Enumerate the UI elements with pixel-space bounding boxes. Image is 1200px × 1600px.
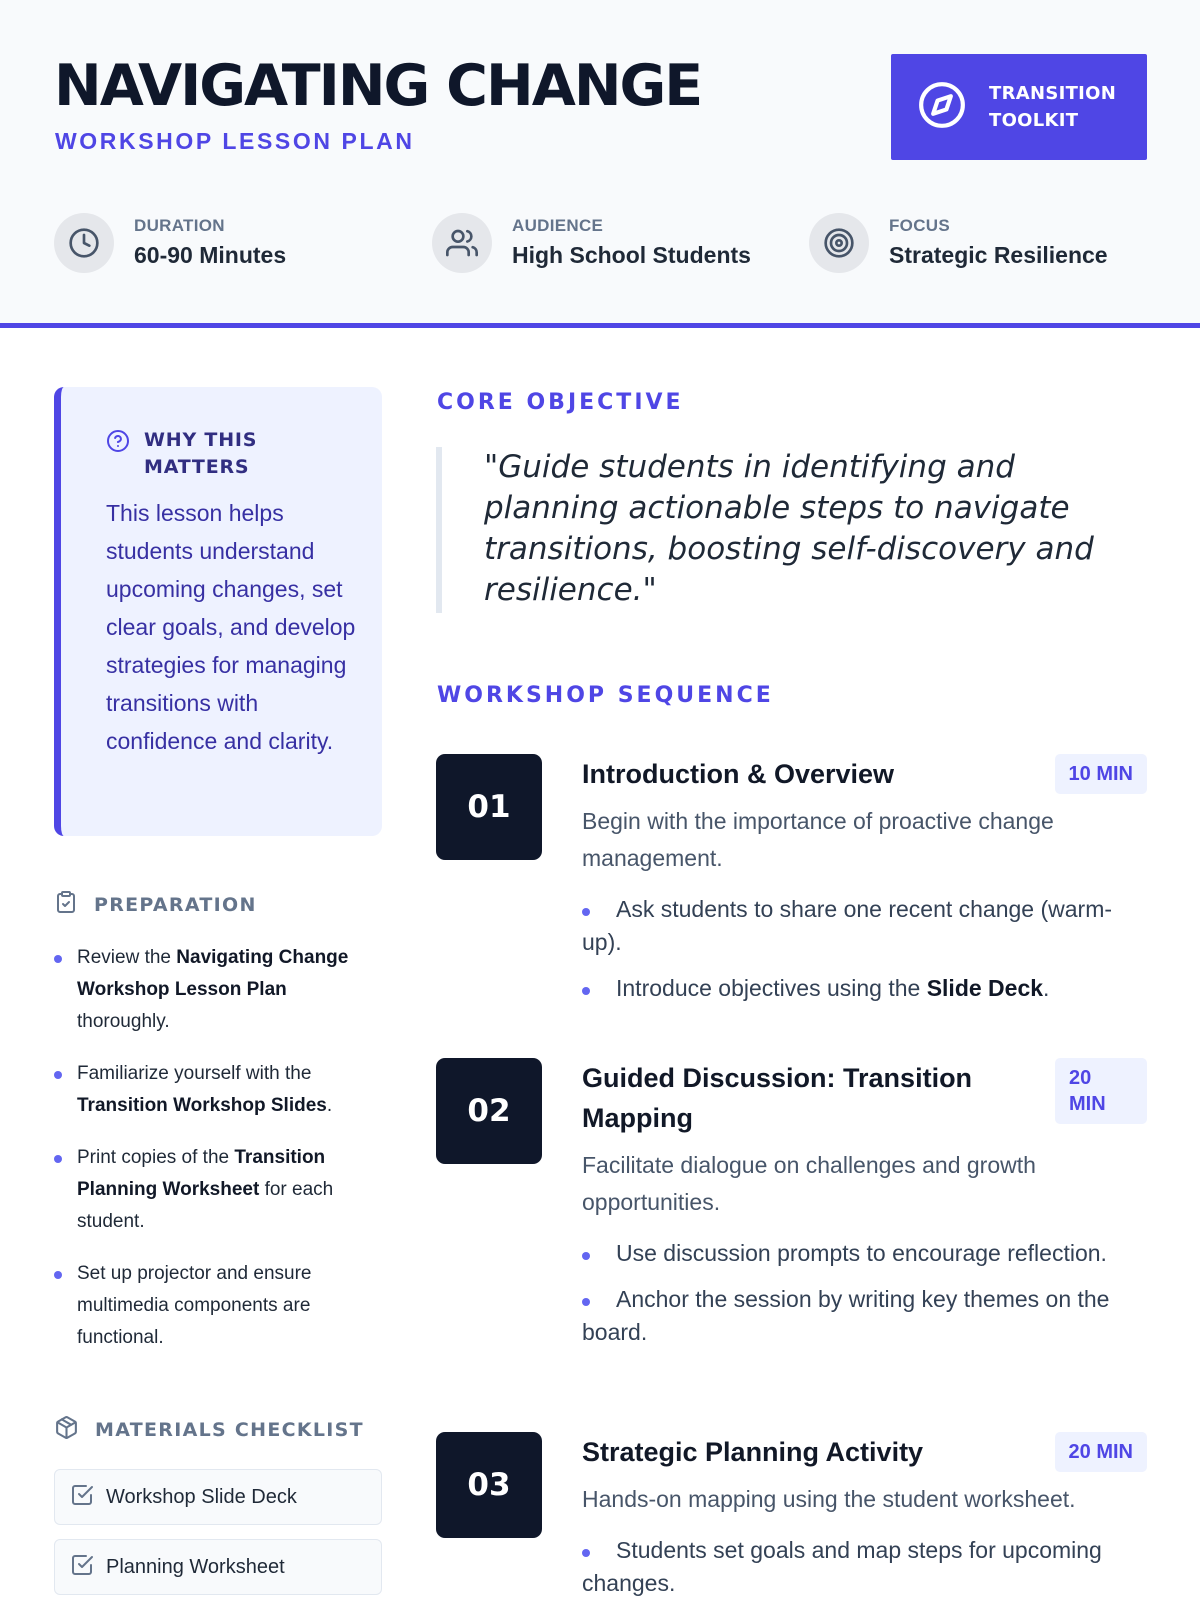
preparation-title: PREPARATION — [94, 893, 257, 916]
step-description: Begin with the importance of proactive change management. — [582, 808, 1054, 871]
header — [0, 0, 1200, 328]
list-item: Ask students to share one recent change (warm-up). — [582, 893, 1147, 959]
step-duration-badge: 20 MIN — [1055, 1058, 1147, 1124]
help-circle-icon — [106, 429, 130, 458]
compass-icon — [917, 80, 967, 135]
preparation-list — [54, 942, 384, 1374]
materials-heading — [54, 1415, 364, 1445]
step-title: Introduction & Overview — [582, 759, 895, 789]
list-item: Anchor the session by writing key themes on the board. — [582, 1283, 1147, 1349]
core-objective-title: CORE OBJECTIVE — [437, 390, 684, 415]
meta-value: High School Students — [512, 242, 751, 269]
step-description: Facilitate dialogue on challenges and growth opportunities. — [582, 1152, 1036, 1215]
page-subtitle: WORKSHOP LESSON PLAN — [55, 128, 415, 154]
list-item: Set up projector and ensure multimedia components are functional. — [54, 1258, 384, 1354]
materials-item-label: Workshop Slide Deck — [106, 1485, 297, 1508]
step-title: Guided Discussion: Transition Mapping — [582, 1063, 973, 1133]
list-item: Introduce objectives using the Slide Deck. — [582, 972, 1147, 1005]
list-item: Students set goals and map steps for upcoming changes. — [582, 1534, 1147, 1600]
sequence-step — [582, 1432, 1147, 1600]
meta-duration — [54, 212, 286, 274]
meta-label: DURATION — [134, 216, 225, 235]
preparation-heading — [54, 889, 257, 920]
why-title: WHY THIS MATTERS — [144, 429, 258, 478]
meta-audience — [432, 212, 751, 274]
clock-icon — [54, 213, 114, 273]
step-title: Strategic Planning Activity — [582, 1437, 924, 1467]
clipboard-check-icon — [54, 889, 78, 920]
check-square-icon[interactable] — [70, 1483, 94, 1512]
materials-title: MATERIALS CHECKLIST — [95, 1419, 364, 1441]
sequence-step — [582, 1058, 1147, 1362]
users-icon — [432, 213, 492, 273]
check-square-icon[interactable] — [70, 1553, 94, 1582]
list-item: Print copies of the Transition Planning Worksheet for each student. — [54, 1142, 384, 1238]
meta-label: AUDIENCE — [512, 216, 604, 235]
meta-value: 60-90 Minutes — [134, 242, 287, 269]
step-number-badge: 03 — [436, 1432, 542, 1538]
why-this-matters-card — [54, 387, 382, 836]
step-duration-badge: 10 MIN — [1055, 754, 1147, 794]
materials-item-label: Planning Worksheet — [106, 1555, 285, 1578]
step-description: Hands-on mapping using the student worksheet. — [582, 1486, 1076, 1512]
transition-toolkit-button[interactable] — [891, 54, 1147, 160]
target-icon — [809, 213, 869, 273]
workshop-sequence-title: WORKSHOP SEQUENCE — [437, 683, 774, 708]
list-item: Familiarize yourself with the Transition Workshop Slides. — [54, 1058, 384, 1122]
list-item: Review the Navigating Change Workshop Lesson Plan thoroughly. — [54, 942, 384, 1038]
materials-checklist-item[interactable] — [54, 1469, 382, 1525]
step-number-badge: 01 — [436, 754, 542, 860]
meta-label: FOCUS — [889, 216, 950, 235]
toolkit-label: TRANSITION TOOLKIT — [989, 83, 1117, 131]
step-bullets — [582, 893, 1147, 1005]
step-number-badge: 02 — [436, 1058, 542, 1164]
core-objective-quote: "Guide students in identifying and planning actionable steps to navigate transitions, boosting self-discovery and resilience." — [436, 447, 1136, 613]
step-bullets — [582, 1237, 1147, 1349]
list-item: Use discussion prompts to encourage reflection. — [582, 1237, 1147, 1270]
meta-focus — [809, 212, 1108, 274]
why-body: This lesson helps students understand upcoming changes, set clear goals, and develop strategies for managing transitions with confidence and clarity. — [106, 500, 356, 754]
sequence-step — [582, 754, 1147, 1018]
step-bullets — [582, 1534, 1147, 1600]
step-duration-badge: 20 MIN — [1055, 1432, 1147, 1472]
page-title: NAVIGATING CHANGE — [54, 53, 702, 119]
package-icon — [54, 1415, 79, 1445]
meta-value: Strategic Resilience — [889, 242, 1108, 269]
materials-checklist-item[interactable] — [54, 1539, 382, 1595]
